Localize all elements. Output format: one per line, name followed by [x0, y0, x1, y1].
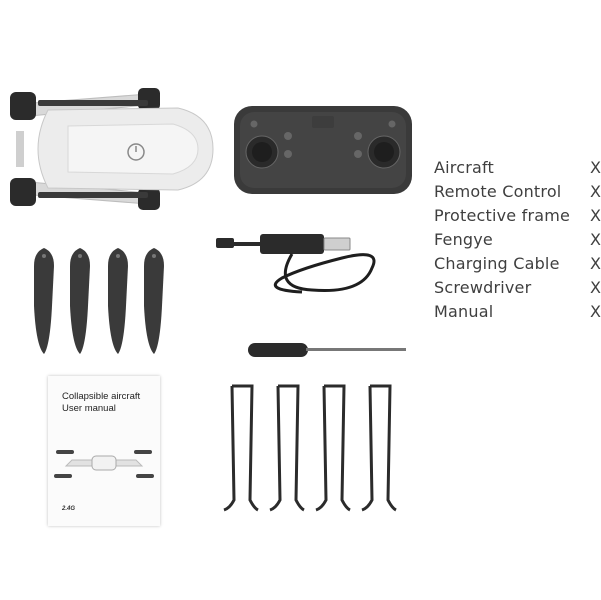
item-name: Aircraft [434, 158, 495, 177]
item-name: Screwdriver [434, 278, 532, 297]
item-name: Protective frame [434, 206, 571, 225]
manual-model-label: 2.4G [62, 506, 76, 512]
list-item [434, 254, 600, 278]
protective-frames-image [214, 380, 414, 514]
manual-title [62, 391, 162, 415]
drone-image [8, 86, 218, 216]
item-qty: X [590, 206, 601, 225]
item-qty: X [590, 230, 601, 249]
item-qty: X [590, 158, 601, 177]
list-item [434, 206, 600, 230]
item-name: Fengye [434, 230, 493, 249]
manual-drone-illustration [52, 436, 156, 486]
manual-title-line1: Collapsible aircraft [62, 391, 141, 402]
item-name: Manual [434, 302, 494, 321]
item-qty: X [590, 254, 601, 273]
list-item [434, 278, 600, 302]
contents-list [434, 158, 600, 326]
screwdriver-image [246, 340, 410, 360]
list-item [434, 182, 600, 206]
propellers-image [30, 246, 170, 358]
item-name: Remote Control [434, 182, 562, 201]
list-item [434, 302, 600, 326]
remote-control-image [232, 104, 414, 196]
list-item [434, 230, 600, 254]
item-name: Charging Cable [434, 254, 560, 273]
manual-title-line2: User manual [62, 403, 116, 414]
item-qty: X [590, 302, 601, 321]
list-item [434, 158, 600, 182]
charging-cable-image [212, 228, 390, 300]
item-qty: X [590, 182, 601, 201]
item-qty: X [590, 278, 601, 297]
